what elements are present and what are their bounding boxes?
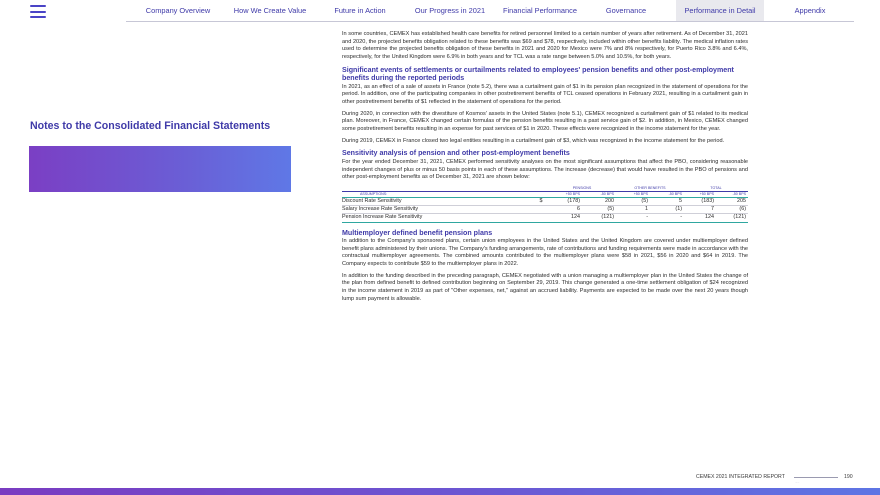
nav-tab-future-in-action[interactable]: Future in Action — [334, 6, 386, 15]
cell-value: (121) — [601, 214, 614, 221]
cell-value: 124 — [571, 214, 580, 221]
cell-value: 7 — [711, 206, 714, 213]
subheader-other-plus: +50 BPS — [616, 191, 650, 197]
main-content — [342, 31, 748, 307]
row-label: Discount Rate Sensitivity — [342, 197, 402, 204]
nav-tab-how-we-create-value[interactable]: How We Create Value — [233, 6, 307, 15]
hamburger-menu-icon[interactable] — [30, 5, 46, 18]
cell-value: - — [646, 214, 648, 221]
section-banner — [29, 146, 291, 192]
group-header-pensions: PENSIONS — [548, 186, 616, 192]
cell-value: 1 — [645, 206, 648, 213]
currency-symbol: $ — [539, 197, 543, 204]
cell-value: (6) — [739, 206, 746, 213]
heading-settlements-curtailments: Significant events of settlements or curtailments related to employees' pension benefits and other post-employment benefits during the reported periods — [342, 65, 734, 83]
footer-divider — [794, 477, 838, 478]
menu-bar-top — [30, 5, 46, 7]
heading-multiemployer-plans: Multiemployer defined benefit pension plans — [342, 228, 493, 237]
subheader-total-minus: -50 BPS — [716, 191, 748, 197]
group-header-total: TOTAL — [684, 186, 748, 192]
paragraph-sensitivity-intro: For the year ended December 31, 2021, CEMEX performed sensitivity analyses on the most significant assumptions that affect the PBO, considering reasonable independent changes of plus or minus 50 basis points in each of these assumptions. The increase (decrease) that would have resulted in the PBO of pensions and other post-employment benefits as of December 31, 2021 are shown below: — [342, 159, 748, 181]
menu-bar-bottom — [30, 16, 46, 18]
page-number: 190 — [844, 474, 853, 480]
row-label: Pension Increase Rate Sensitivity — [342, 214, 423, 221]
footer-sub-note: ...... — [795, 481, 800, 484]
nav-tab-performance-in-detail[interactable]: Performance in Detail — [676, 0, 764, 21]
nav-tab-governance[interactable]: Governance — [605, 6, 647, 15]
paragraph-2021-curtailments: In 2021, as an effect of a sale of assets in France (note 5.2), there was a curtailment gain of $1 in its pension plan recognized in the statement of operations for the period. In addition, one of the participating companies in other postretirement benefits of TCL ceased operations in February 2021, resulting in a curtailment gain in other postretirement benefits of $1 reflected in the statement of operations for the period. — [342, 83, 748, 106]
top-navigation — [126, 0, 854, 22]
group-header-other-benefits: OTHER BENEFITS — [616, 186, 684, 192]
cell-value: - — [680, 214, 682, 221]
cell-value: 200 — [605, 197, 614, 204]
nav-tab-appendix[interactable]: Appendix — [794, 6, 826, 15]
paragraph-health-care-benefits: In some countries, CEMEX has established health care benefits for retired personnel limited to a certain number of years after retirement. As of December 31, 2021 and 2020, the projected benefits obligation related to these benefits was $69 and $78, respectively, included within other benefits liability. The medical inflation rates used to determine the projected benefits obligation of these benefits in 2021 and 2020 for Mexico were 7% and 8% respectively, for Puerto Rico 3.8% and 6.4%, respectively, for the United Kingdom were 6.9% in both years and for TCL was a rate range between 5.0% and 10.5%, for both years. — [342, 31, 748, 60]
assumptions-header: ASSUMPTIONS: — [342, 191, 548, 197]
heading-sensitivity-analysis: Sensitivity analysis of pension and other post-employment benefits — [342, 149, 570, 158]
subheader-total-plus: +50 BPS — [684, 191, 716, 197]
paragraph-2019-curtailments: During 2019, CEMEX in France closed two legal entities resulting in a curtailment gain of $3, which was recognized in the income statement for the period. — [342, 137, 725, 144]
subheader-pensions-plus: +50 BPS — [548, 191, 582, 197]
subheader-other-minus: -50 BPS — [650, 191, 684, 197]
nav-tab-our-progress-2021[interactable]: Our Progress in 2021 — [414, 6, 486, 15]
cell-value: 124 — [705, 214, 714, 221]
section-title: Notes to the Consolidated Financial Statements — [30, 120, 271, 132]
paragraph-multiemployer-settlement: In addition to the funding described in the preceding paragraph, CEMEX negotiated with a union managing a multiemployer plan in the United States the change of the plan from defined benefit to defined contribution beginning on September 29, 2019. This change generated a one-time settlement obligation of $24 recognized in the income statement in 2019 as part of "Other expenses, net," against an accrued liability. Payments are expected to be made over the next 20 years though lump sum payment is allowable. — [342, 272, 748, 302]
subheader-pensions-minus: -50 BPS — [582, 191, 616, 197]
cell-value: (1) — [675, 206, 682, 213]
table-row — [342, 206, 748, 214]
paragraph-multiemployer-contributions: In addition to the Company's sponsored plans, certain union employees in the United States and the United Kingdom are covered under multiemployer defined benefit plans administered by their unions. The Company's funding arrangements, rate of contributions and funding requirements were made in accordance with the contractual multiemployer agreements. The combined amounts contributed to the multiemployer plans were $58 in 2021, $56 in 2020 and $64 in 2019. The Company expects to contribute $59 to the multiemployer plans in 2022. — [342, 238, 748, 268]
cell-value: (5) — [607, 206, 614, 213]
cell-value: 6 — [577, 206, 580, 213]
bottom-gradient-band — [0, 488, 880, 495]
menu-bar-middle — [30, 11, 46, 13]
paragraph-2020-curtailments: During 2020, in connection with the divestiture of Kosmos' assets in the United States (note 5.1), CEMEX recognized a curtailment gain of $1 related to its medical plan. Moreover, in France, CEMEX changed certain formulas of the pension benefits resulting in a past service gain of $2. In addition, in Mexico, CEMEX changed some postretirement benefits resulting in an expense for past services of $1 in 2020. These effects were recognized in the income statement for the year. — [342, 110, 748, 133]
nav-tab-financial-performance[interactable]: Financial Performance — [503, 6, 577, 15]
nav-tab-company-overview[interactable]: Company Overview — [145, 6, 211, 15]
cell-value: (178) — [567, 197, 580, 204]
footer-report-name: CEMEX 2021 INTEGRATED REPORT — [696, 474, 785, 480]
cell-value: (183) — [701, 197, 714, 204]
sensitivity-table — [342, 186, 748, 223]
table-row — [342, 214, 748, 222]
table-row — [342, 197, 748, 205]
currency-spacer — [534, 214, 548, 222]
row-label: Salary Increase Rate Sensitivity — [342, 206, 419, 213]
cell-value: (121) — [733, 214, 746, 221]
cell-value: 205 — [737, 197, 746, 204]
cell-value: (5) — [641, 197, 648, 204]
cell-value: 5 — [679, 197, 682, 204]
currency-spacer — [534, 206, 548, 214]
